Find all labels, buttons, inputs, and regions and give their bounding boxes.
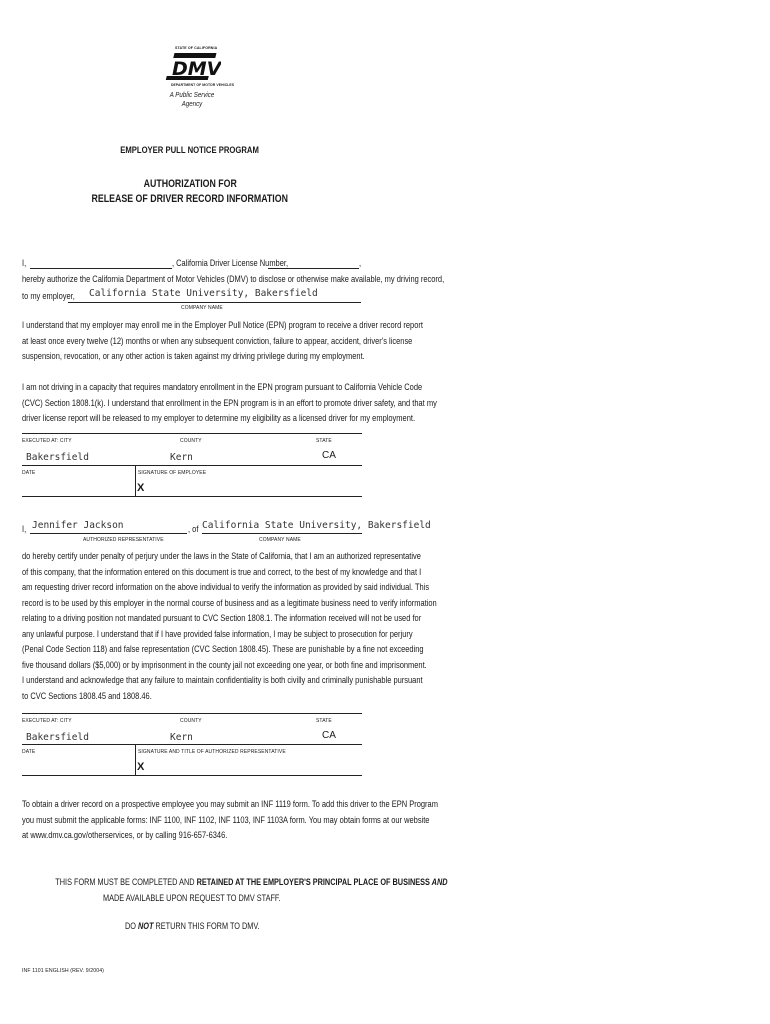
retention-notice [0, 874, 448, 906]
para3-line: I understand and acknowledge that any failure to maintain confidentiality is both civilly and criminally punishable pursuant [22, 675, 423, 686]
rep-name-field[interactable]: Jennifer Jackson [32, 520, 124, 531]
logo-letters: DMV [172, 58, 221, 80]
rep-name-line [30, 533, 187, 534]
rep-of-text: , of [188, 524, 199, 535]
intro-line3-prefix: to my employer, [22, 291, 75, 302]
section1-top-rule [22, 433, 362, 434]
s1-state-label: STATE [316, 438, 332, 444]
dmv-logo [165, 46, 235, 88]
rep-company-line [202, 533, 362, 534]
logo-top-text: STATE OF CALIFORNIA [175, 46, 218, 50]
para1-line: at least once every twelve (12) months or when any subsequent conviction, failure to appear, accident, driver's license [22, 335, 413, 347]
s2-county-label: COUNTY [180, 718, 202, 724]
intro-line1-end: , [359, 258, 362, 269]
para3-line: relating to a driving position not mandated pursuant to CVC Section 1808.1. The information received will not be used for [22, 613, 422, 624]
para2-line: (CVC) Section 1808.1(k). I understand that enrollment in the EPN program is in an effort to promote driver safety, and that my [22, 397, 437, 409]
para4-line: at www.dmv.ca.gov/otherservices, or by calling 916-657-6346. [22, 830, 228, 841]
notice-line1-c: AND [429, 876, 448, 887]
para3-line: do hereby certify under penalty of perjury under the laws in the State of California, that I am an authorized representative [22, 551, 421, 562]
program-title: EMPLOYER PULL NOTICE PROGRAM [120, 144, 260, 155]
s2-divider [135, 745, 136, 775]
section2-top-rule [22, 713, 362, 714]
para2-line: I am not driving in a capacity that requires mandatory enrollment in the EPN program pursuant to California Vehicle Code [22, 382, 423, 393]
rep-company-caption: COMPANY NAME [259, 537, 301, 543]
logo-bottom-text: DEPARTMENT OF MOTOR VEHICLES [171, 83, 235, 87]
s2-mid-rule [22, 744, 362, 745]
s1-signature-label: SIGNATURE OF EMPLOYEE [138, 470, 207, 476]
notice-line1-a: THIS FORM MUST BE COMPLETED AND [55, 876, 197, 887]
s1-bottom-rule [22, 496, 362, 497]
s2-bottom-rule [22, 775, 362, 776]
dmv-logo-mark [165, 51, 221, 85]
notice-line1-b: RETAINED AT THE EMPLOYER'S PRINCIPAL PLACE OF BUSINESS [196, 876, 430, 887]
para3-line: of this company, that the information entered on this document is true and correct, to the best of my knowledge and that I [22, 566, 422, 578]
para3-line: to CVC Sections 1808.45 and 1808.46. [22, 690, 152, 702]
s2-city-field[interactable]: Bakersfield [26, 732, 89, 743]
para3-line: (Penal Code Section 118) and false representation (CVC Section 1808.45). These are punishable by a fine not exceeding [22, 644, 424, 655]
paragraph-obtain-record [22, 797, 555, 844]
notice-line3-b: NOT [137, 920, 154, 931]
s1-executed-at-label: EXECUTED AT: CITY [22, 438, 72, 444]
intro-line1-prefix: I, [22, 258, 27, 269]
para1-line: suspension, revocation, or any other action is taken against my driving privilege during my employment. [22, 351, 365, 362]
s1-divider [135, 466, 136, 496]
paragraph-certification [22, 549, 554, 704]
company-name-caption: COMPANY NAME [181, 305, 223, 311]
rep-company-field[interactable]: California State University, Bakersfield [202, 520, 431, 531]
s1-city-field[interactable]: Bakersfield [26, 452, 89, 463]
para3-line: five thousand dollars ($5,000) or by imprisonment in the county jail not exceeding one year, or both fine and imprisonment. [22, 659, 427, 671]
employer-field[interactable]: California State University, Bakersfield [89, 288, 318, 299]
s2-signature-label: SIGNATURE AND TITLE OF AUTHORIZED REPRESENTATIVE [138, 749, 286, 755]
s2-county-field[interactable]: Kern [170, 732, 193, 743]
rep-caption: AUTHORIZED REPRESENTATIVE [83, 537, 164, 543]
s1-mid-rule [22, 465, 362, 466]
para4-line: To obtain a driver record on a prospective employee you may submit an INF 1119 form. To add this driver to the EPN Program [22, 799, 438, 810]
intro-line2: hereby authorize the California Department of Motor Vehicles (DMV) to disclose or otherwise make available, my driving record, [22, 274, 445, 285]
para1-line: I understand that my employer may enroll me in the Employer Pull Notice (EPN) program to receive a driver record report [22, 320, 423, 331]
agency-tagline: A Public Service Agency [169, 90, 215, 108]
s2-signature-field[interactable]: X [137, 761, 145, 773]
auth-title-line2: RELEASE OF DRIVER RECORD INFORMATION [91, 193, 289, 205]
auth-title [60, 177, 320, 207]
license-number-field[interactable] [268, 268, 359, 269]
employer-field-line [68, 302, 361, 303]
s2-state-label: STATE [316, 718, 332, 724]
s1-state-field[interactable]: CA [322, 450, 336, 461]
para4-line: you must submit the applicable forms: INF 1100, INF 1102, INF 1103, INF 1103A form. You may obtain forms at our website [22, 814, 430, 826]
para3-line: any unlawful purpose. I understand that if I have provided false information, I may be subject to prosecution for perjury [22, 628, 413, 640]
notice-line3-a: DO [124, 920, 138, 931]
notice-line3-c: RETURN THIS FORM TO DMV. [153, 920, 260, 931]
s1-signature-field[interactable]: X [137, 482, 145, 494]
paragraph-enrollment [22, 318, 536, 365]
s1-county-label: COUNTY [180, 438, 202, 444]
para2-line: driver license report will be released to my employer to determine my eligibility as a licensed driver for my employment. [22, 413, 416, 424]
s1-county-field[interactable]: Kern [170, 452, 193, 463]
s2-state-field[interactable]: CA [322, 730, 336, 741]
do-not-return-notice [0, 920, 384, 931]
para3-line: am requesting driver record information on the above individual to verify the information as provided by said individual. This [22, 582, 430, 593]
notice-line2: MADE AVAILABLE UPON REQUEST TO DMV STAFF. [103, 892, 281, 903]
form-id: INF 1101 ENGLISH (REV. 9/2004) [22, 968, 105, 974]
rep-prefix: I, [22, 524, 27, 535]
paragraph-not-mandatory [22, 380, 554, 427]
s2-date-label: DATE [22, 749, 36, 755]
intro-line1-suffix: , California Driver License Number, [172, 258, 289, 269]
s2-executed-at-label: EXECUTED AT: CITY [22, 718, 72, 724]
para3-line: record is to be used by this employer in the normal course of business and as a legitimate business need to verify information [22, 597, 437, 609]
employee-name-field[interactable] [30, 268, 172, 269]
auth-title-line1: AUTHORIZATION FOR [143, 178, 237, 190]
s1-date-label: DATE [22, 470, 36, 476]
